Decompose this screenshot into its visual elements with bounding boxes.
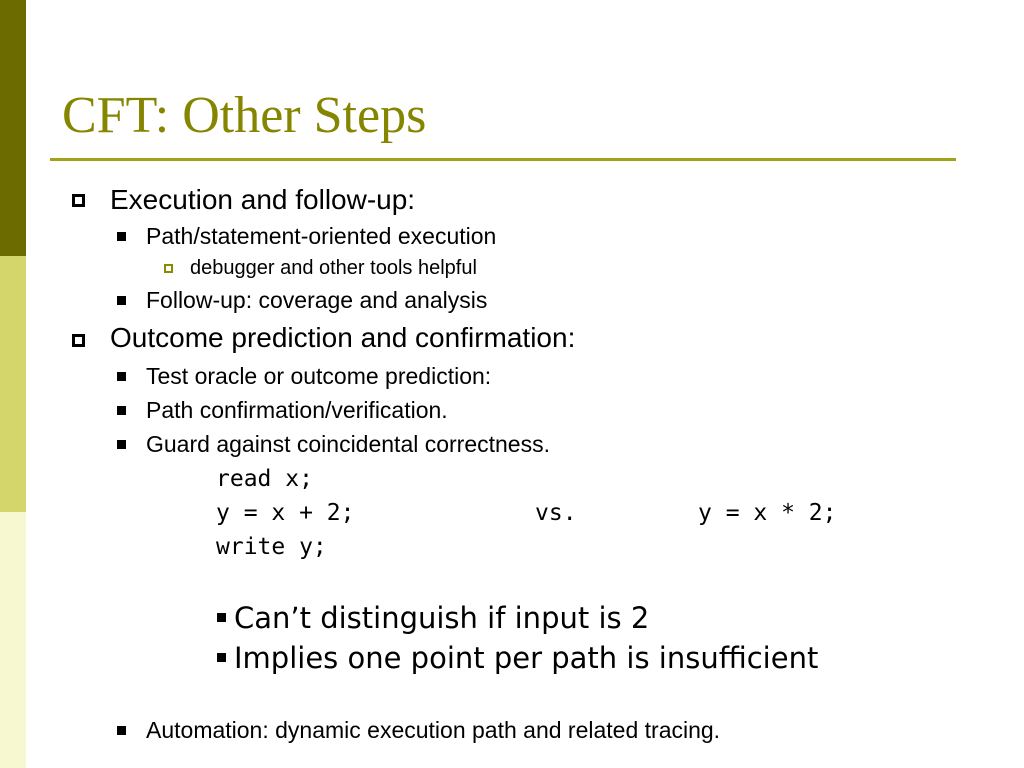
title-divider bbox=[50, 158, 956, 161]
code-line-read: read x; bbox=[216, 466, 313, 492]
sidebar-stripe-light bbox=[0, 512, 26, 768]
hollow-square-bullet-icon bbox=[72, 334, 85, 347]
bullet-text: debugger and other tools helpful bbox=[190, 257, 477, 279]
bullet-text: Guard against coincidental correctness. bbox=[146, 431, 550, 457]
note-insufficient bbox=[217, 640, 818, 676]
code-line-assign-plus: y = x + 2; bbox=[216, 500, 355, 526]
sidebar-stripe-dark bbox=[0, 0, 26, 256]
filled-square-bullet-icon bbox=[117, 232, 126, 241]
sidebar-stripe-mid bbox=[0, 256, 26, 512]
filled-square-bullet-icon bbox=[117, 726, 126, 735]
bullet-text: Automation: dynamic execution path and related tracing. bbox=[146, 717, 721, 743]
filled-square-bullet-icon bbox=[117, 296, 126, 305]
code-line-assign-times: y = x * 2; bbox=[698, 500, 837, 526]
filled-square-bullet-icon bbox=[117, 406, 126, 415]
bullet-text: Test oracle or outcome prediction: bbox=[146, 363, 492, 389]
note-text: Can’t distinguish if input is 2 bbox=[234, 601, 650, 635]
hollow-square-bullet-icon bbox=[72, 194, 85, 207]
filled-square-bullet-icon bbox=[117, 372, 126, 381]
code-line-write: write y; bbox=[216, 534, 327, 560]
bullet-text: Path/statement-oriented execution bbox=[146, 223, 497, 249]
code-vs-label: vs. bbox=[535, 500, 577, 526]
filled-square-bullet-icon bbox=[117, 440, 126, 449]
bullet-text: Follow-up: coverage and analysis bbox=[146, 287, 488, 313]
hollow-square-bullet-icon bbox=[164, 264, 173, 273]
bullet-text: Execution and follow-up: bbox=[110, 184, 416, 215]
note-text: Implies one point per path is insufficient bbox=[234, 641, 819, 675]
bullet-text: Path confirmation/verification. bbox=[146, 397, 448, 423]
bullet-text: Outcome prediction and confirmation: bbox=[110, 322, 576, 353]
note-cant-distinguish bbox=[217, 600, 649, 636]
square-bullet-icon bbox=[217, 613, 226, 622]
square-bullet-icon bbox=[217, 653, 226, 662]
slide-title: CFT: Other Steps bbox=[62, 87, 427, 144]
